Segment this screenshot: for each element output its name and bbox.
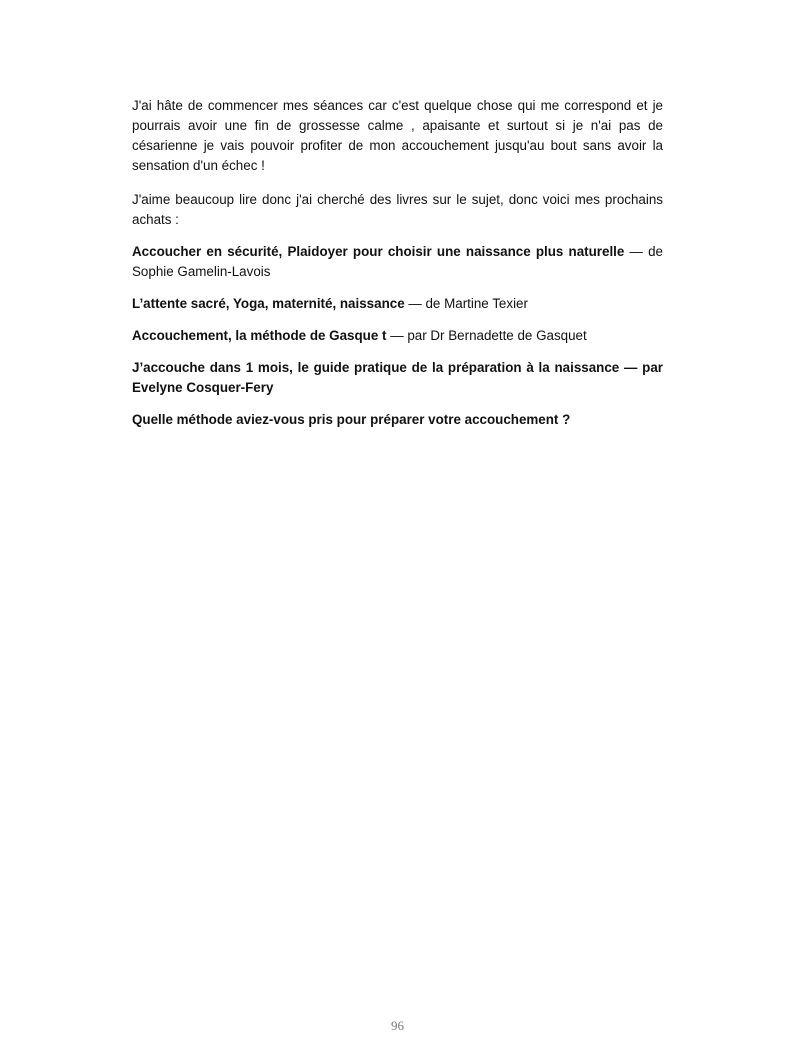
book-author: — de Martine Texier <box>404 296 528 311</box>
book-title: Accouchement, la méthode de Gasque t <box>132 328 387 343</box>
closing-question: Quelle méthode aviez-vous pris pour préparer votre accouchement ? <box>132 412 571 427</box>
intro-paragraph: J'ai hâte de commencer mes séances car c'est quelque chose qui me correspond et je pourrais avoir une fin de grossesse calme , apaisante et surtout si je n'ai pas de césarienne je vais pouvoir profiter de mon accouchement jusqu'au bout sans avoir la sensation d'un échec ! <box>132 98 663 173</box>
book-title: Accoucher en sécurité, Plaidoyer pour choisir une naissance plus naturelle <box>132 244 625 259</box>
book-title: J’accouche dans 1 mois, le guide pratique de la préparation à la naissance — par Evelyne Cosquer-Fery <box>132 360 663 395</box>
book-entry <box>132 294 663 314</box>
book-author: — par Dr Bernadette de Gasquet <box>386 328 587 343</box>
page-body <box>132 96 663 430</box>
page-number: 96 <box>391 1018 404 1033</box>
reading-paragraph: J'aime beaucoup lire donc j'ai cherché des livres sur le sujet, donc voici mes prochains achats : <box>132 192 663 227</box>
book-entry <box>132 326 663 346</box>
book-author: — de Sophie Gamelin-Lavois <box>132 244 663 279</box>
book-title: L’attente sacré, Yoga, maternité, naissance <box>132 296 405 311</box>
book-entry <box>132 358 663 398</box>
book-entry <box>132 242 663 282</box>
